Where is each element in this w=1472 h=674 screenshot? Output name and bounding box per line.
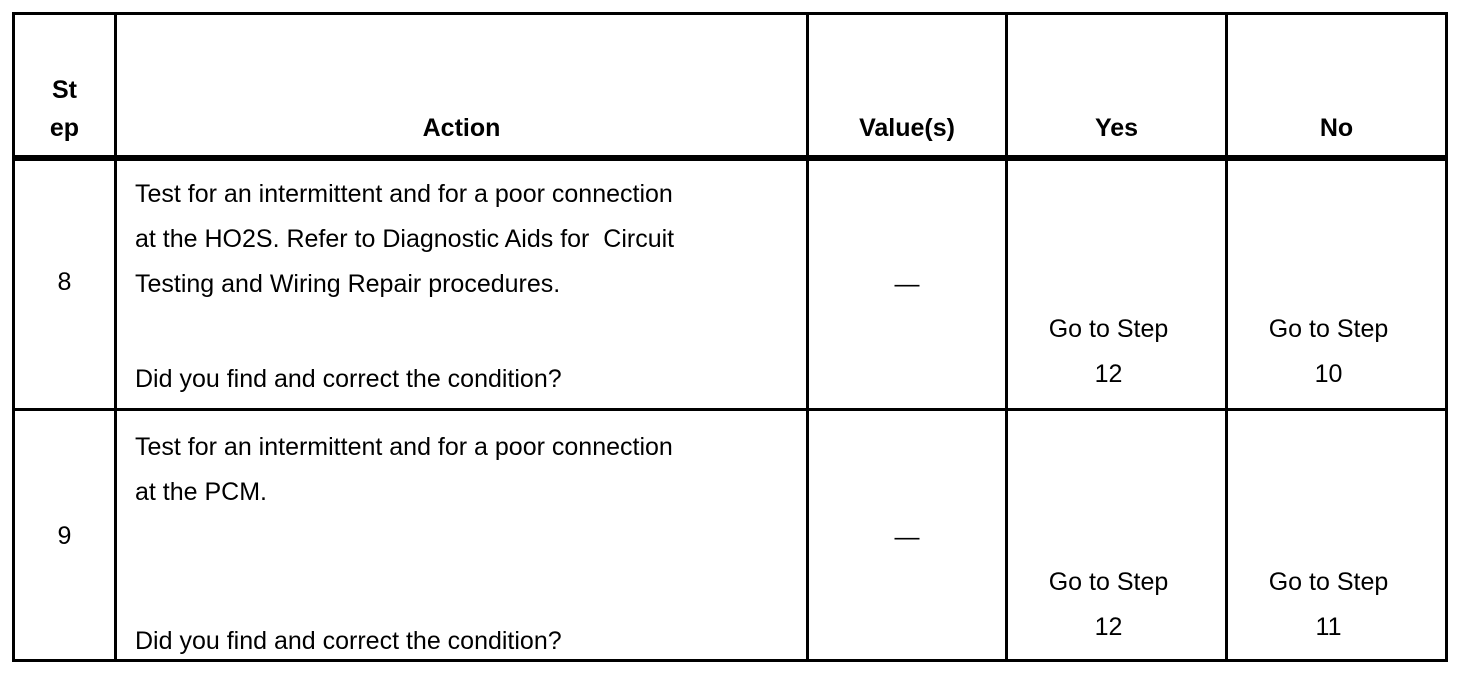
no-goto-step: 11 [1315,613,1342,641]
header-divider [15,155,1445,161]
value-cell: — [894,523,920,551]
action-line: Testing and Wiring Repair procedures. [135,270,561,298]
value-cell: — [894,270,920,298]
action-text [135,425,795,515]
step-number: 8 [57,268,72,296]
no-cell [1228,307,1429,397]
action-line: at the PCM. [135,478,267,506]
no-cell [1228,560,1429,650]
header-values: Value(s) [859,114,955,142]
yes-goto-step: 12 [1094,613,1123,641]
yes-cell [1008,307,1209,397]
action-line: Test for an intermittent and for a poor connection [135,180,673,208]
yes-goto-step: 12 [1094,360,1123,388]
yes-cell [1008,560,1209,650]
header-action: Action [422,114,501,142]
no-goto-step: 10 [1314,360,1343,388]
action-text [135,172,795,307]
action-line: Test for an intermittent and for a poor connection [135,433,673,461]
action-question: Did you find and correct the condition? [135,627,562,655]
no-goto-label: Go to Step [1268,568,1389,596]
header-step [15,71,114,147]
yes-goto-label: Go to Step [1048,315,1169,343]
row-divider [15,408,1445,411]
action-line: at the HO2S. Refer to Diagnostic Aids for Circuit [135,225,675,253]
header-no: No [1319,114,1354,142]
header-step-line2: ep [49,114,80,142]
yes-goto-label: Go to Step [1048,568,1169,596]
no-goto-label: Go to Step [1268,315,1389,343]
header-step-line1: St [52,76,77,104]
diagnostic-table [12,12,1448,662]
action-question: Did you find and correct the condition? [135,365,562,393]
step-number: 9 [57,522,72,550]
header-yes: Yes [1094,114,1139,142]
